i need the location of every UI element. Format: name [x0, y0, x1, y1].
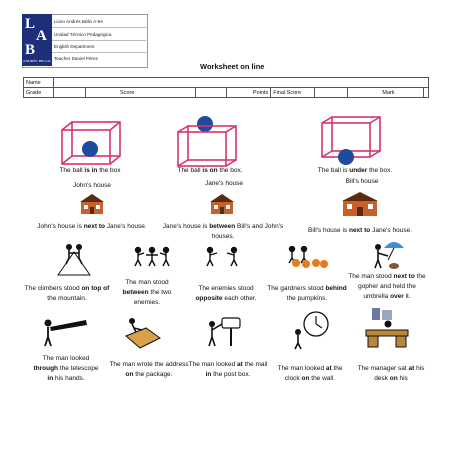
row3-caption: The climbers stood on top of the mountain. — [24, 285, 110, 302]
mailbox-icon — [204, 314, 244, 348]
row3-caption: The gardners stood behind the pumpkins. — [267, 285, 347, 302]
ball-in-box-icon — [58, 118, 126, 166]
row4-caption: The man looked at the mail in the post box. — [188, 361, 268, 378]
row4-caption: The manager sat at his desk on his — [357, 365, 425, 382]
row4-caption: The man wrote the address on the package. — [109, 361, 189, 378]
house-icon — [78, 193, 106, 215]
cube-caption: The ball is on the box. — [177, 167, 243, 174]
telescope-icon — [40, 318, 90, 348]
points-label: Points — [227, 88, 271, 98]
writing-icon — [122, 316, 162, 350]
enemies-icon — [202, 246, 242, 268]
climbers-icon — [56, 242, 92, 276]
desk-icon — [364, 306, 410, 348]
house-label: Bill's house — [345, 178, 379, 185]
house-label: John's house — [72, 182, 112, 189]
house-caption: Jane's house is between Bill's and John's houses. — [162, 223, 284, 240]
gardeners-icon — [284, 246, 330, 268]
man-between-icon — [132, 246, 172, 268]
grade-field[interactable] — [54, 88, 86, 98]
score-field[interactable] — [195, 88, 227, 98]
name-label: Name — [24, 78, 54, 88]
name-field[interactable] — [54, 78, 429, 88]
unit-name: Unidad Técnico Pedagógica — [54, 32, 112, 37]
header-divider — [52, 27, 146, 28]
final-score-label: Final Score — [271, 88, 315, 98]
row3-caption: The enemies stood opposite each other. — [195, 285, 257, 302]
row3-caption: The man stood between the two enemies. — [122, 279, 172, 306]
ball-under-box-icon — [318, 115, 386, 165]
row4-caption: The man looked through the telescope in his hands. — [33, 355, 99, 382]
grade-label: Grade — [24, 88, 54, 98]
clock-icon — [292, 310, 332, 350]
house-icon — [340, 191, 380, 217]
ball-on-box-icon — [174, 115, 242, 167]
final-score-field[interactable] — [314, 88, 347, 98]
umbrella-icon — [370, 238, 406, 272]
teacher-name: Teacher Daniel Pérez — [54, 56, 98, 61]
school-logo: L A B ANDRÉS BELLO — [22, 14, 52, 66]
header-divider — [52, 40, 146, 41]
mark-label: Mark — [348, 88, 424, 98]
worksheet-title: Worksheet on line — [200, 62, 265, 71]
mark-field[interactable] — [424, 88, 429, 98]
house-caption: John's house is next to Jane's house. — [37, 223, 147, 230]
house-icon — [208, 193, 236, 215]
school-name: Liceo Andrés Bello A-94 — [54, 19, 103, 24]
score-label: Score — [86, 88, 196, 98]
house-label: Jane's house — [204, 180, 244, 187]
department-name: English Department — [54, 44, 95, 49]
house-caption: Bill's house is next to Jane's house. — [307, 227, 412, 234]
row4-caption: The man looked at the clock on the wall. — [277, 365, 343, 382]
header-divider — [52, 52, 146, 53]
cube-caption: The ball is in the box — [59, 167, 121, 174]
student-info-grid — [23, 77, 429, 98]
row3-caption: The man stood next to the gopher and held the umbrella over it. — [348, 273, 426, 300]
cube-caption: The ball is under the box. — [317, 167, 393, 174]
